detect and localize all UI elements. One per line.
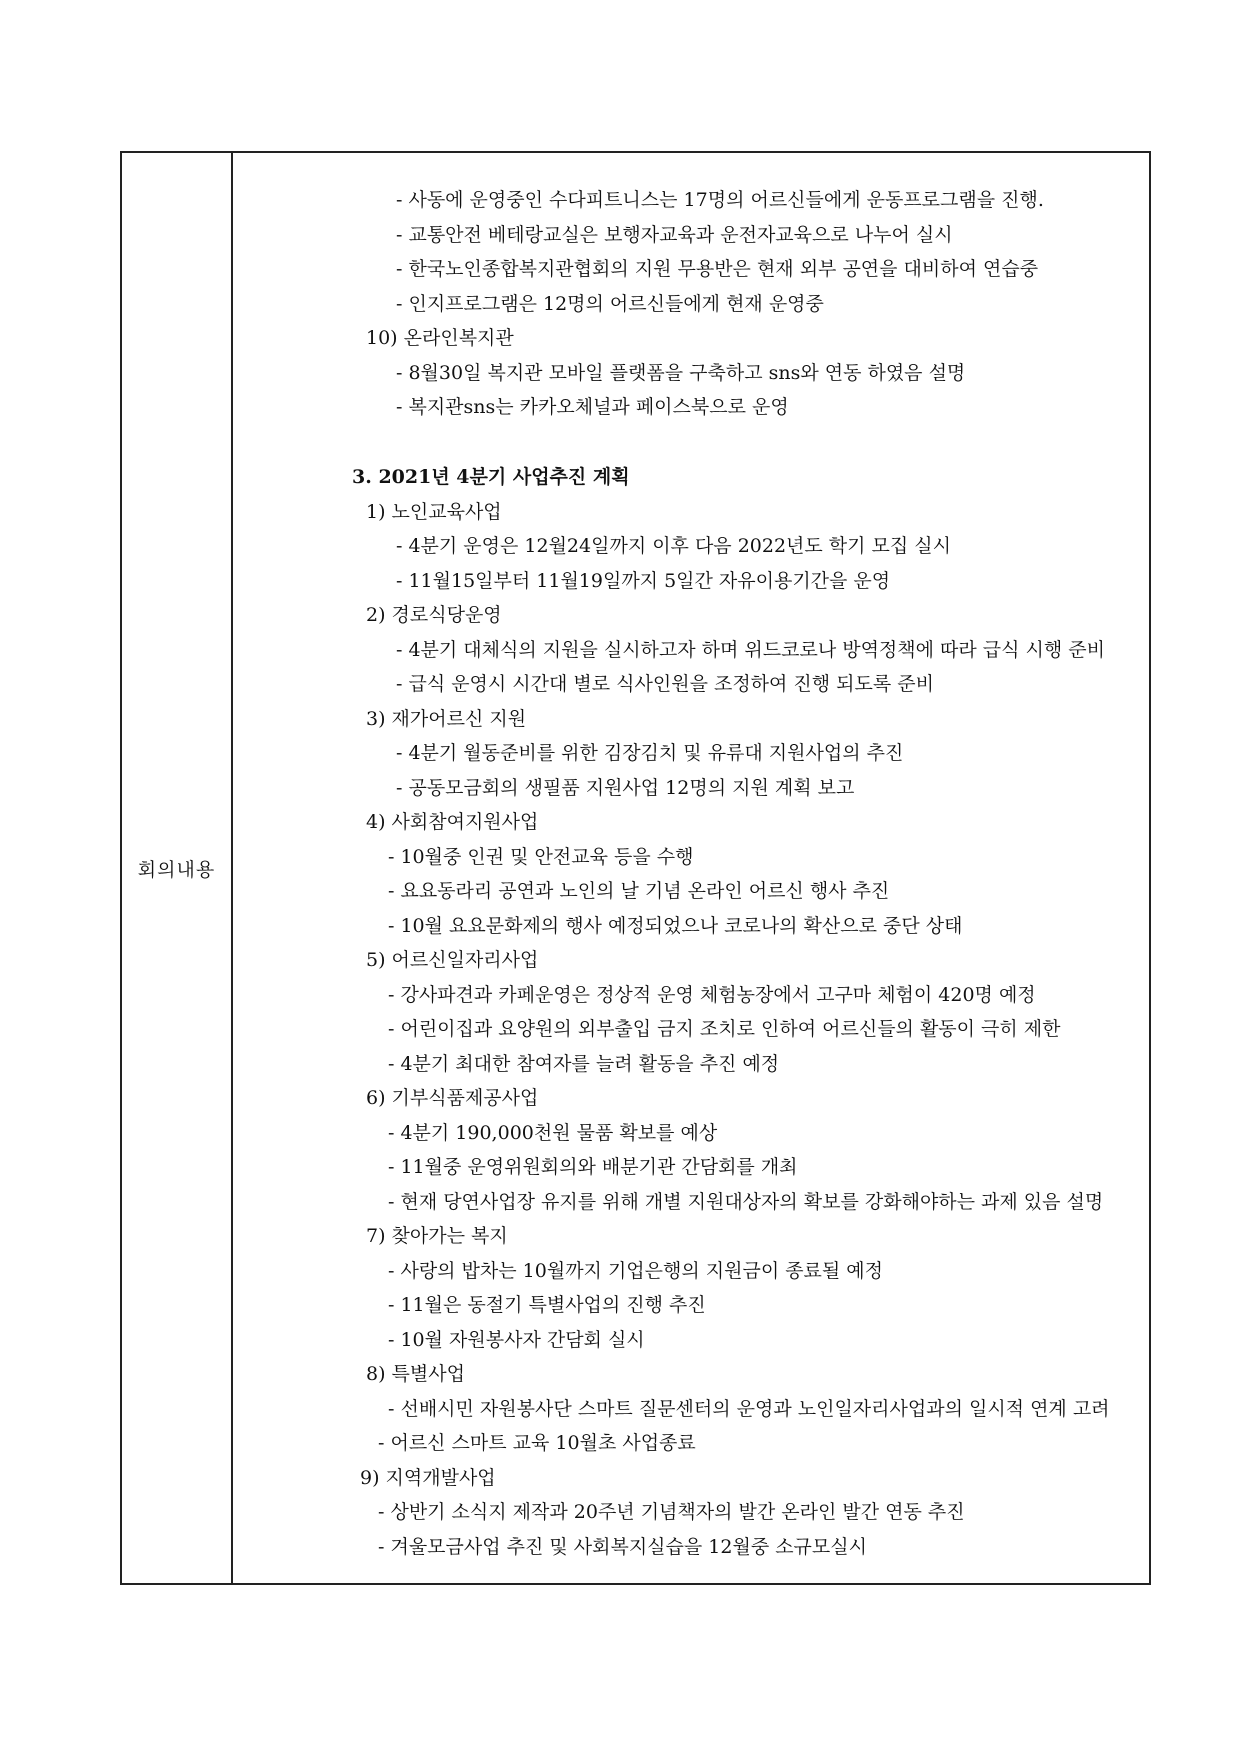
- content-line: 1) 노인교육사업: [366, 501, 502, 523]
- content-line: - 어린이집과 요양원의 외부출입 금지 조치로 인하여 어르신들의 활동이 극히 제한: [388, 1018, 1061, 1040]
- content-line: - 4분기 190,000천원 물품 확보를 예상: [388, 1122, 718, 1144]
- content-line: - 10월 요요문화제의 행사 예정되었으나 코로나의 확산으로 중단 상태: [388, 915, 963, 937]
- content-line: 3) 재가어르신 지원: [366, 708, 527, 730]
- content-line: - 교통안전 베테랑교실은 보행자교육과 운전자교육으로 나누어 실시: [396, 224, 953, 246]
- content-line: 9) 지역개발사업: [360, 1467, 496, 1489]
- content-line: - 한국노인종합복지관협회의 지원 무용반은 현재 외부 공연을 대비하여 연습중: [396, 258, 1039, 280]
- content-line: - 사랑의 밥차는 10월까지 기업은행의 지원금이 종료될 예정: [388, 1260, 884, 1282]
- row-label: 회의내용: [137, 859, 216, 881]
- content-line: 8) 특별사업: [366, 1363, 465, 1385]
- content-line: 7) 찾아가는 복지: [366, 1225, 508, 1247]
- content-line: - 10월중 인권 및 안전교육 등을 수행: [388, 846, 694, 868]
- content-line: 2) 경로식당운영: [366, 604, 502, 626]
- content-line: - 공동모금회의 생필품 지원사업 12명의 지원 계획 보고: [396, 777, 855, 799]
- minutes-table: [120, 151, 1151, 1585]
- content-line: - 4분기 최대한 참여자를 늘려 활동을 추진 예정: [388, 1053, 780, 1075]
- content-line: - 요요동라리 공연과 노인의 날 기념 온라인 어르신 행사 추진: [388, 880, 890, 902]
- content-line: - 상반기 소식지 제작과 20주년 기념책자의 발간 온라인 발간 연동 추진: [378, 1501, 965, 1523]
- content-line: - 11월15일부터 11월19일까지 5일간 자유이용기간을 운영: [396, 570, 891, 592]
- content-line: - 사동에 운영중인 수다피트니스는 17명의 어르신들에게 운동프로그램을 진행.: [396, 189, 1044, 211]
- content-line: 4) 사회참여지원사업: [366, 811, 539, 833]
- content-line: - 강사파견과 카페운영은 정상적 운영 체험농장에서 고구마 체험이 420명 예정: [388, 984, 1036, 1006]
- content-line: - 11월은 동절기 특별사업의 진행 추진: [388, 1294, 706, 1316]
- content-line: - 4분기 월동준비를 위한 김장김치 및 유류대 지원사업의 추진: [396, 742, 904, 764]
- content-line: - 어르신 스마트 교육 10월초 사업종료: [378, 1432, 696, 1454]
- content-line: - 인지프로그램은 12명의 어르신들에게 현재 운영중: [396, 293, 824, 315]
- content-line: 6) 기부식품제공사업: [366, 1087, 539, 1109]
- content-line: - 11월중 운영위원회의와 배분기관 간담회를 개최: [388, 1156, 798, 1178]
- content-line: - 선배시민 자원봉사단 스마트 질문센터의 운영과 노인일자리사업과의 일시적 연계 고려: [388, 1398, 1110, 1420]
- content-line: - 4분기 운영은 12월24일까지 이후 다음 2022년도 학기 모집 실시: [396, 535, 952, 557]
- content-line: 5) 어르신일자리사업: [366, 949, 539, 971]
- meeting-content: [235, 153, 1149, 1583]
- content-line: - 복지관sns는 카카오체널과 페이스북으로 운영: [396, 396, 789, 418]
- content-line: - 10월 자원봉사자 간담회 실시: [388, 1329, 645, 1351]
- content-line: - 현재 당연사업장 유지를 위해 개별 지원대상자의 확보를 강화해야하는 과제 있음 설명: [388, 1191, 1104, 1213]
- content-line: - 8월30일 복지관 모바일 플랫폼을 구축하고 sns와 연동 하였음 설명: [396, 362, 966, 384]
- content-line: - 4분기 대체식의 지원을 실시하고자 하며 위드코로나 방역정책에 따라 급식 시행 준비: [396, 639, 1105, 661]
- label-column: [122, 153, 233, 1583]
- content-line: 10) 온라인복지관: [366, 327, 514, 349]
- section-heading: 3. 2021년 4분기 사업추진 계획: [352, 466, 630, 488]
- content-line: - 급식 운영시 시간대 별로 식사인원을 조정하여 진행 되도록 준비: [396, 673, 934, 695]
- content-line: - 겨울모금사업 추진 및 사회복지실습을 12월중 소규모실시: [378, 1536, 867, 1558]
